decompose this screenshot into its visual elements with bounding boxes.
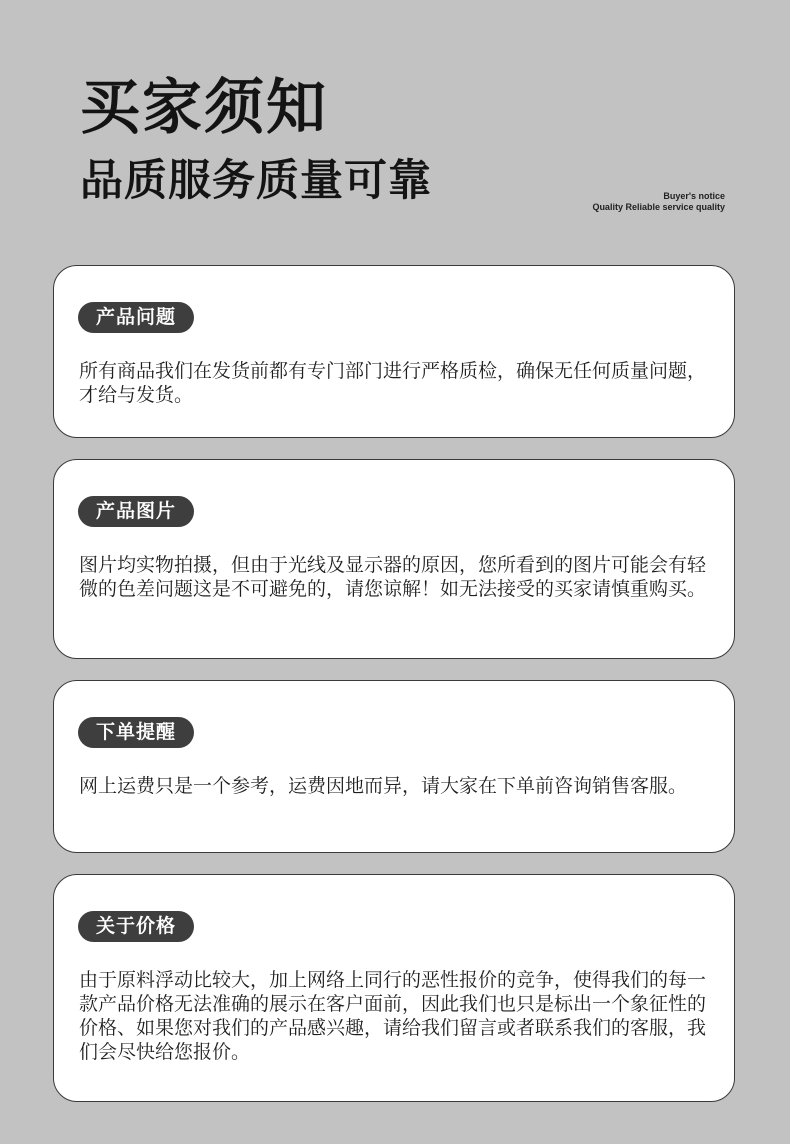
card-body-text: 网上运费只是一个参考，运费因地而异，请大家在下单前咨询销售客服。 bbox=[79, 775, 688, 797]
english-notice bbox=[592, 191, 725, 213]
card-label-badge: 关于价格 bbox=[78, 911, 194, 942]
card-body-text: 由于原料浮动比较大，加上网络上同行的恶性报价的竞争，使得我们的每一款产品价格无法准确的展示在客户面前，因此我们也只是标出一个象征性的价格、如果您对我们的产品感兴趣，请给我们留言或者联系我们的客服，我们会尽快给您报价。 bbox=[79, 969, 707, 1063]
notice-en-line-2: Quality Reliable service quality bbox=[592, 202, 725, 212]
notice-card-product-images bbox=[53, 459, 735, 659]
card-body-text: 所有商品我们在发货前都有专门部门进行严格质检，确保无任何质量问题，才给与发货。 bbox=[79, 360, 707, 406]
card-label-badge: 产品问题 bbox=[78, 302, 194, 333]
page-title: 买家须知 bbox=[80, 73, 328, 143]
notice-card-order-reminder bbox=[53, 680, 735, 853]
card-label-badge: 产品图片 bbox=[78, 496, 194, 527]
notice-card-product-issues bbox=[53, 265, 735, 438]
page-subtitle: 品质服务质量可靠 bbox=[80, 156, 432, 206]
card-label-badge: 下单提醒 bbox=[78, 717, 194, 748]
notice-en-line-1: Buyer's notice bbox=[663, 191, 725, 201]
card-body-text: 图片均实物拍摄，但由于光线及显示器的原因，您所看到的图片可能会有轻微的色差问题这是不可避免的，请您谅解！如无法接受的买家请慎重购买。 bbox=[79, 554, 707, 600]
notice-card-pricing bbox=[53, 874, 735, 1102]
